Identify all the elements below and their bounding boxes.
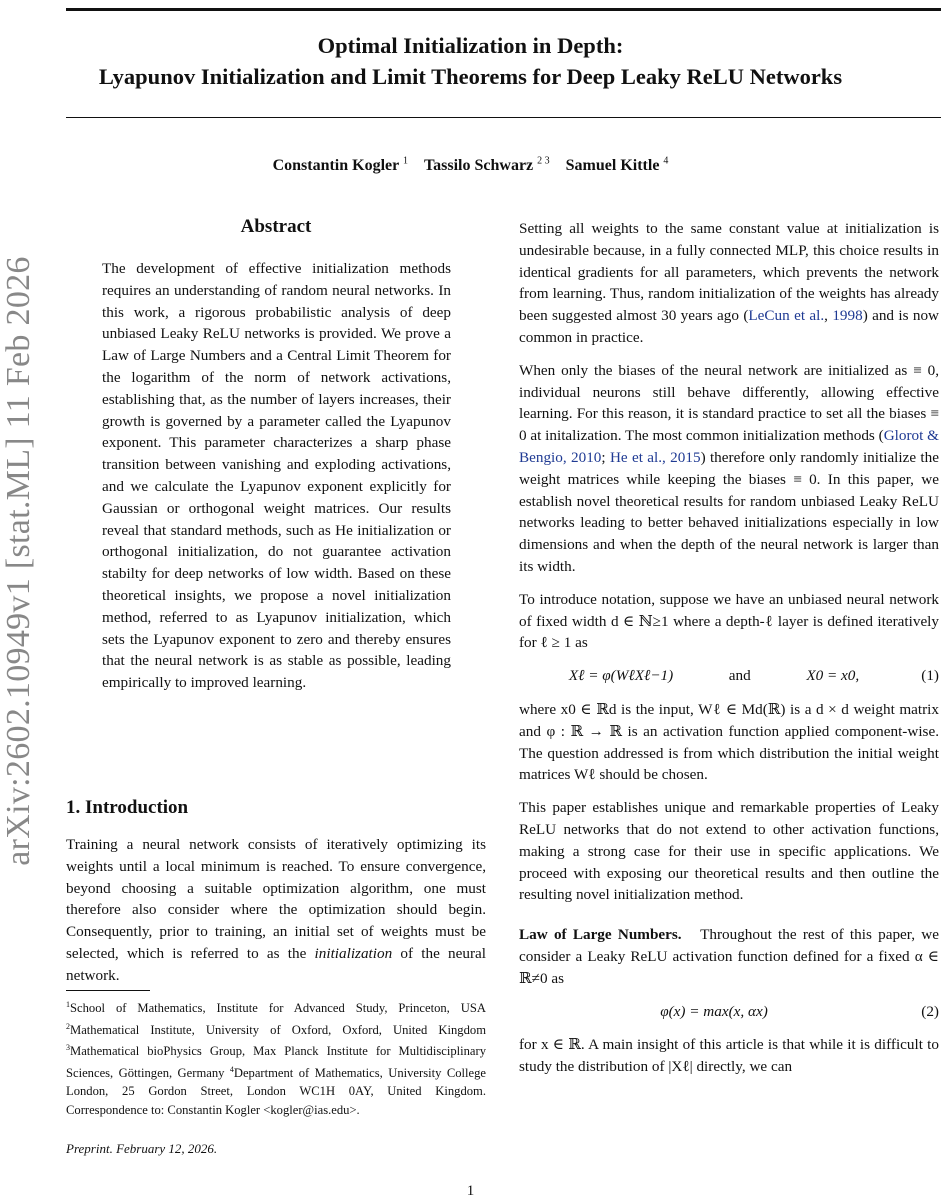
equation-lhs: Xℓ = φ(WℓXℓ−1) — [568, 667, 674, 685]
paragraph-heading: Law of Large Numbers. — [519, 926, 682, 944]
paragraph: for x ∈ ℝ. A main insight of this article is that while it is difficult to study the distribution of |Xℓ| directly, we can — [519, 1036, 939, 1076]
author: Samuel Kittle $^4$ — [565, 156, 669, 175]
equation-2 — [519, 1001, 939, 1023]
equation-and: and — [728, 667, 751, 685]
paragraph: To introduce notation, suppose we have an unbiased neural network of fixed width d ∈ ℕ≥1 where a depth-ℓ layer is defined iteratively for ℓ ≥ 1 as — [519, 590, 939, 652]
author: Tassilo Schwarz $^{2 3}$ — [423, 156, 550, 175]
title-line-1: Optimal Initialization in Depth: — [317, 33, 624, 58]
intro-paragraph: Training a neural network consists of iteratively optimizing its weights until a local minimum is reached. To ensure convergence, beyond choosing a suitable optimization algorithm, one must therefore also consider where the optimization should begin. Consequently, prior to training, an initial set of weights must be selected, which is referred to as the initialization of the neural network. — [66, 836, 486, 984]
affiliations-footnote: $^1$School of Mathematics, Institute for Advanced Study, Princeton, USA $^2$Mathematical Institute, University of Oxford, Oxford, United Kingdom $^3$Mathematical bioPhysics Group, Max Planck Institute for Multidisciplinary Sciences, Göttingen, Germany $^4$Department of Mathematics, University College London, 25 Gordon Street, London WC1H 0AY, United Kingdom. Correspondence to: Constantin Kogler <kogler@ias.edu>. — [66, 1000, 486, 1117]
title-bottom-rule — [66, 117, 941, 118]
top-rule — [66, 8, 941, 11]
preprint-date: Preprint. February 12, 2026. — [66, 1141, 218, 1156]
page-number: 1 — [466, 1183, 475, 1199]
paragraph: where x0 ∈ ℝd is the input, Wℓ ∈ Md(ℝ) is a d × d weight matrix and φ : ℝ → ℝ is an activation function applied component-wise. The question addressed is from which distribution the initial weight matrices Wℓ should be chosen. — [519, 700, 939, 784]
equation-number: (2) — [921, 1002, 939, 1020]
citation-link[interactable]: LeCun et al. — [748, 307, 825, 325]
paragraph: When only the biases of the neural network are initialized as ≡ 0, individual neurons still behave differently, allowing effective learning. For this reason, it is standard practice to set all the biases ≡ 0 at initalization. The most common initialization methods (Glorot & Bengio, 2010; He et al., 2015) therefore only randomly initialize the weight matrices while keeping the biases ≡ 0. In this paper, we establish novel theoretical results for random unbiased Leaky ReLU networks leading to better behaved initializations especially in low dimensions and when the depth of the neural network is larger than its width. — [519, 361, 939, 575]
author: Constantin Kogler $^1$ — [272, 156, 408, 175]
paper-title — [0, 30, 941, 92]
equation-body: φ(x) = max(x, αx) — [660, 1002, 768, 1020]
equation-1 — [519, 665, 939, 687]
section-heading-introduction: 1. Introduction — [66, 797, 189, 818]
citation-link[interactable]: 1998 — [832, 307, 863, 325]
paragraph: This paper establishes unique and remarkable properties of Leaky ReLU networks that do not extend to other activation functions, making a strong case for their use in specific applications. We proceed with exposing our theoretical results and then outline the resulting novel initialization method. — [519, 799, 939, 904]
footnote-rule — [66, 990, 150, 991]
arxiv-identifier — [0, 218, 38, 904]
author-list — [0, 156, 941, 175]
title-line-2: Lyapunov Initialization and Limit Theorems for Deep Leaky ReLU Networks — [98, 64, 843, 89]
abstract-heading: Abstract — [240, 216, 312, 237]
right-column — [519, 218, 939, 1089]
equation-rhs: X0 = x0, — [806, 667, 860, 685]
paragraph: Setting all weights to the same constant value at initialization is undesirable because, in a fully connected MLP, this choice results in identical gradients for all parameters, which prevents the network from learning. Thus, random initialization of the weights has already been suggested almost 30 years ago (LeCun et al., 1998) and is now common in practice. — [519, 220, 940, 346]
arxiv-id-text: arXiv:2602.10949v1 [stat.ML] 11 Feb 2026 — [0, 256, 37, 866]
citation-link[interactable]: He et al., 2015 — [609, 448, 701, 466]
paragraph: Law of Large Numbers. Throughout the rest of this paper, we consider a Leaky ReLU activation function defined for a fixed α ∈ ℝ≠0 as — [519, 926, 939, 987]
equation-number: (1) — [921, 667, 939, 685]
abstract-body: The development of effective initialization methods requires an understanding of random neural networks. In this work, a rigorous probabilistic analysis of deep unbiased Leaky ReLU networks is provided. We prove a Law of Large Numbers and a Central Limit Theorem for the logarithm of the norm of network activations, establishing that, as the number of layers increases, their growth is governed by a parameter called the Lyapunov exponent. This parameter characterizes a sharp phase transition between vanishing and exploding activations, and we calculate the Lyapunov exponent explicitly for Gaussian or orthogonal weight matrices. Our results reveal that standard methods, such as He initialization or orthogonal initialization, do not guarantee activation stabilty for deep networks of low width. Based on these theoretical insights, we propose a novel initialization method, referred to as Lyapunov initialization, which sets the Lyapunov exponent to zero and thereby ensures that the neural network is as stable as possible, leading empirically to improved learning. — [102, 260, 451, 692]
citation-link[interactable]: Glorot & Bengio, 2010 — [519, 427, 939, 466]
